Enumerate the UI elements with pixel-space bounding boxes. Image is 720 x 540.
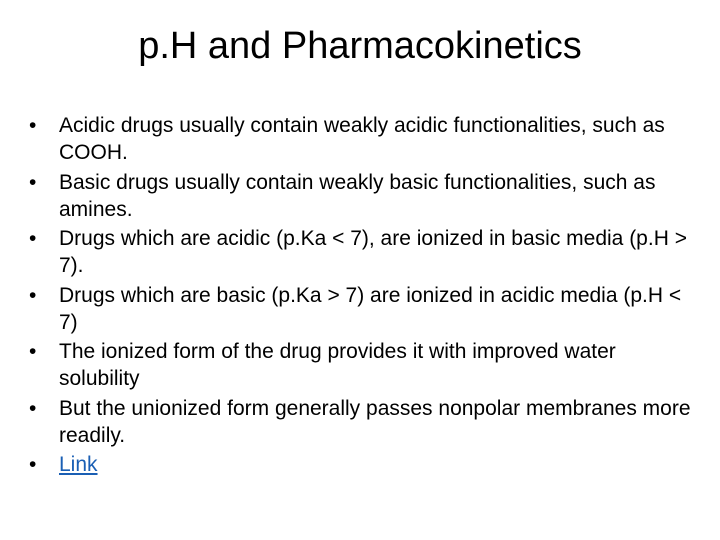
bullet-item-unionized-membranes: [29, 395, 699, 449]
external-link[interactable]: Link: [59, 453, 98, 476]
slide-title: p.H and Pharmacokinetics: [138, 25, 582, 67]
bullet-text: The ionized form of the drug provides it with improved water solubility: [59, 340, 616, 390]
bullet-item-basic-ionization: [29, 282, 699, 336]
bullet-item-basic-drugs: [29, 169, 699, 223]
bullet-text: But the unionized form generally passes nonpolar membranes more readily.: [59, 396, 691, 447]
bullet-icon: •: [29, 283, 37, 307]
bullet-icon: •: [29, 396, 37, 420]
bullet-list: [29, 112, 699, 481]
bullet-icon: •: [29, 114, 37, 137]
bullet-text: Acidic drugs usually contain weakly acidic functionalities, such as COOH.: [59, 114, 665, 164]
bullet-icon: •: [29, 453, 37, 476]
bullet-item-acidic-ionization: [29, 225, 699, 279]
bullet-text: Drugs which are basic (p.Ka > 7) are ionized in acidic media (p.H < 7): [59, 283, 682, 334]
bullet-text: Drugs which are acidic (p.Ka < 7), are ionized in basic media (p.H > 7).: [59, 227, 687, 277]
bullet-item-acidic-drugs: [29, 112, 699, 166]
bullet-item-ionized-solubility: [29, 338, 699, 392]
bullet-icon: •: [29, 170, 37, 194]
bullet-item-link: [29, 451, 699, 478]
bullet-text: Basic drugs usually contain weakly basic functionalities, such as amines.: [59, 170, 656, 221]
bullet-icon: •: [29, 227, 37, 250]
bullet-icon: •: [29, 340, 37, 363]
